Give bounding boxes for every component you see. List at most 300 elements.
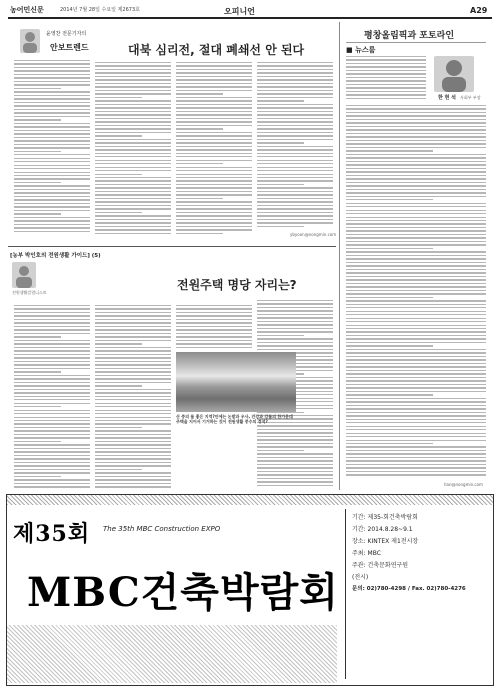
text-line	[95, 104, 171, 105]
text-line	[346, 227, 486, 228]
text-line	[346, 119, 486, 120]
text-line	[95, 315, 171, 316]
text-line	[346, 150, 433, 151]
text-line	[346, 467, 486, 468]
text-line	[346, 223, 486, 224]
text-line	[176, 62, 252, 63]
text-line	[257, 485, 333, 486]
text-line	[14, 70, 90, 71]
ad-edition: 제35회	[13, 521, 91, 547]
text-line	[257, 467, 333, 468]
text-line	[95, 229, 171, 230]
text-line	[14, 361, 90, 362]
text-line	[346, 122, 486, 123]
text-line	[176, 201, 252, 202]
text-line	[176, 118, 252, 119]
text-line	[346, 213, 486, 214]
text-line	[257, 79, 333, 80]
text-line	[346, 300, 486, 301]
text-line	[176, 149, 252, 150]
text-line	[346, 443, 433, 444]
text-line	[14, 161, 90, 162]
text-line	[95, 375, 171, 376]
column-divider	[339, 22, 340, 490]
text-line	[14, 105, 90, 106]
text-line	[346, 453, 486, 454]
text-line	[346, 178, 486, 179]
text-line	[346, 408, 486, 409]
feature-rule	[8, 246, 336, 247]
text-line	[176, 121, 252, 122]
text-line	[14, 199, 90, 200]
text-line	[257, 446, 333, 447]
text-line	[14, 109, 90, 110]
text-line	[346, 433, 486, 434]
text-line	[14, 231, 90, 232]
text-line	[346, 105, 486, 106]
text-line	[95, 308, 171, 309]
text-line	[176, 156, 252, 157]
feature-author-label: 전원생활칼럼니스트	[12, 290, 47, 295]
text-line	[257, 219, 333, 220]
text-line	[346, 115, 486, 116]
text-line	[95, 396, 171, 397]
text-line	[95, 215, 171, 216]
text-line	[14, 74, 90, 75]
text-line	[346, 84, 426, 85]
text-line	[95, 222, 171, 223]
top-article-headline: 대북 심리전, 절대 폐쇄선 안 된다	[128, 43, 305, 57]
text-line	[95, 72, 171, 73]
text-line	[257, 139, 333, 140]
text-line	[176, 72, 252, 73]
feature-photo	[176, 352, 296, 412]
section-label: 오피니언	[224, 7, 255, 16]
columnist-photo	[20, 29, 40, 53]
text-line	[95, 392, 171, 393]
text-line	[257, 328, 333, 329]
text-line	[346, 328, 486, 329]
text-line	[14, 392, 90, 393]
person-icon	[12, 262, 36, 288]
text-line	[346, 66, 426, 67]
text-line	[14, 413, 90, 414]
text-line	[176, 347, 252, 348]
text-line	[95, 326, 171, 327]
text-line	[176, 198, 223, 199]
text-line	[14, 322, 90, 323]
text-line	[95, 97, 142, 98]
text-line	[346, 307, 486, 308]
text-line	[346, 56, 426, 57]
text-line	[257, 187, 333, 188]
text-line	[14, 88, 61, 89]
text-line	[95, 417, 171, 418]
text-line	[257, 184, 304, 185]
text-line	[346, 91, 426, 92]
text-line	[257, 174, 333, 175]
text-line	[346, 293, 486, 294]
text-line	[257, 205, 333, 206]
text-line	[257, 65, 333, 66]
text-line	[95, 153, 171, 154]
text-line	[176, 305, 252, 306]
text-line	[14, 119, 61, 120]
ad-info-line: 기간: 2014.8.28~9.1	[352, 526, 413, 533]
text-line	[95, 205, 171, 206]
text-line	[176, 208, 252, 209]
text-line	[176, 222, 252, 223]
text-line	[14, 220, 90, 221]
text-line	[14, 378, 90, 379]
text-line	[95, 83, 171, 84]
person-icon	[434, 56, 474, 92]
text-line	[95, 343, 142, 344]
text-line	[95, 132, 171, 133]
top-article-col-2	[95, 62, 171, 236]
text-line	[257, 474, 333, 475]
text-line	[257, 342, 333, 343]
text-line	[176, 142, 252, 143]
text-line	[95, 149, 171, 150]
text-line	[95, 472, 171, 473]
text-line	[14, 84, 90, 85]
text-line	[346, 164, 486, 165]
text-line	[346, 220, 486, 221]
text-line	[176, 233, 223, 234]
text-line	[257, 215, 333, 216]
text-line	[14, 192, 90, 193]
text-line	[95, 128, 171, 129]
text-line	[14, 196, 90, 197]
text-line	[95, 212, 142, 213]
text-line	[95, 354, 171, 355]
text-line	[14, 340, 90, 341]
text-line	[95, 479, 171, 480]
text-line	[14, 224, 90, 225]
text-line	[95, 201, 171, 202]
text-line	[14, 185, 90, 186]
columnist-author: 윤영찬 전문기자의	[46, 31, 87, 37]
text-line	[95, 427, 142, 428]
ad-title: MBC건축박람회	[27, 569, 339, 616]
text-line	[257, 135, 333, 136]
text-line	[346, 94, 426, 95]
text-line	[95, 184, 171, 185]
text-line	[95, 378, 171, 379]
text-line	[257, 439, 333, 440]
text-line	[95, 76, 171, 77]
text-line	[346, 412, 486, 413]
text-line	[257, 307, 333, 308]
text-line	[176, 170, 252, 171]
text-line	[14, 315, 90, 316]
text-line	[176, 167, 252, 168]
text-line	[176, 191, 252, 192]
text-line	[14, 102, 90, 103]
text-line	[346, 370, 486, 371]
text-line	[176, 65, 252, 66]
text-line	[346, 59, 426, 60]
text-line	[257, 100, 304, 101]
text-line	[95, 437, 171, 438]
text-line	[14, 81, 90, 82]
text-line	[176, 135, 252, 136]
text-line	[176, 79, 252, 80]
text-line	[257, 167, 333, 168]
text-line	[346, 199, 433, 200]
text-line	[257, 453, 333, 454]
text-line	[257, 90, 333, 91]
text-line	[346, 272, 486, 273]
text-line	[346, 419, 486, 420]
text-line	[14, 130, 90, 131]
text-line	[14, 137, 90, 138]
text-line	[346, 352, 486, 353]
text-line	[95, 135, 142, 136]
text-line	[14, 437, 90, 438]
text-line	[346, 464, 486, 465]
text-line	[346, 436, 486, 437]
text-line	[346, 196, 486, 197]
text-line	[257, 125, 333, 126]
text-line	[257, 212, 333, 213]
text-line	[346, 366, 486, 367]
ad-bottom-pattern	[7, 625, 337, 683]
ad-info-line: 주최: MBC	[352, 550, 381, 557]
text-line	[257, 222, 333, 223]
text-line	[257, 76, 333, 77]
text-line	[14, 144, 90, 145]
text-line	[176, 226, 252, 227]
text-line	[346, 126, 486, 127]
date-line: 2014년 7월 28일 수요일 제2673호	[60, 7, 140, 13]
text-line	[14, 203, 90, 204]
text-line	[176, 107, 252, 108]
text-line	[95, 156, 171, 157]
text-line	[346, 262, 486, 263]
text-line	[346, 147, 486, 148]
text-line	[14, 217, 90, 218]
text-line	[346, 143, 486, 144]
text-line	[346, 345, 433, 346]
text-line	[14, 312, 90, 313]
top-article-col-1	[14, 60, 90, 236]
text-line	[14, 410, 90, 411]
text-line	[95, 62, 171, 63]
text-line	[14, 423, 90, 424]
text-line	[346, 182, 486, 183]
feature-photo-caption: 산 중의 물 좋은 지역?안에는 논밭과 우사, 건강과 강물의 한가운데 주택을 지어서 기거하는 것이 전원생활 풍수의 정석?	[176, 414, 293, 424]
text-line	[14, 172, 90, 173]
text-line	[14, 420, 90, 421]
text-line	[95, 100, 171, 101]
text-line	[346, 265, 486, 266]
text-line	[176, 315, 252, 316]
top-article-byline: ybyoon@nongmin.com	[290, 232, 337, 237]
text-line	[14, 483, 90, 484]
text-line	[14, 455, 90, 456]
text-line	[346, 234, 486, 235]
text-line	[95, 170, 171, 171]
text-line	[346, 314, 486, 315]
text-line	[95, 174, 142, 175]
text-line	[14, 165, 90, 166]
text-line	[95, 90, 171, 91]
text-line	[346, 349, 486, 350]
text-line	[257, 69, 333, 70]
text-line	[95, 385, 142, 386]
text-line	[95, 180, 171, 181]
text-line	[346, 108, 486, 109]
text-line	[346, 269, 486, 270]
right-column-subtitle	[346, 45, 375, 55]
text-line	[14, 396, 90, 397]
text-line	[346, 258, 486, 259]
text-line	[14, 140, 90, 141]
text-line	[257, 349, 333, 350]
text-line	[257, 177, 333, 178]
text-line	[14, 476, 61, 477]
text-line	[346, 248, 433, 249]
top-article-col-4	[257, 62, 333, 232]
masthead-rule	[8, 17, 492, 19]
text-line	[176, 194, 252, 195]
text-line	[346, 136, 486, 137]
text-line	[257, 160, 333, 161]
text-line	[346, 297, 433, 298]
text-line	[95, 198, 171, 199]
text-line	[14, 175, 90, 176]
text-line	[95, 350, 171, 351]
text-line	[346, 171, 486, 172]
text-line	[346, 206, 486, 207]
text-line	[95, 458, 171, 459]
right-column-rule	[346, 42, 486, 43]
text-line	[95, 86, 171, 87]
text-line	[14, 472, 90, 473]
text-line	[176, 340, 252, 341]
text-line	[95, 208, 171, 209]
text-line	[346, 279, 486, 280]
text-line	[14, 308, 90, 309]
text-line	[257, 83, 333, 84]
text-line	[14, 448, 90, 449]
text-line	[95, 194, 171, 195]
text-line	[95, 142, 171, 143]
text-line	[95, 114, 171, 115]
text-line	[95, 483, 171, 484]
right-column-title: 평창올림픽과 포토라인	[364, 31, 455, 41]
text-line	[95, 371, 171, 372]
right-author-name: 한 현 석	[438, 95, 456, 101]
text-line	[95, 441, 171, 442]
text-line	[346, 398, 486, 399]
text-line	[14, 375, 90, 376]
text-line	[257, 331, 333, 332]
text-line	[257, 194, 333, 195]
text-line	[14, 368, 90, 369]
text-line	[257, 153, 333, 154]
text-line	[176, 100, 252, 101]
text-line	[346, 311, 486, 312]
text-line	[14, 347, 90, 348]
subtitle-text: 뉴스룸	[355, 46, 376, 54]
text-line	[346, 422, 486, 423]
text-line	[176, 125, 252, 126]
bullet-icon: ■	[346, 46, 356, 54]
text-line	[346, 154, 486, 155]
text-line	[95, 389, 171, 390]
text-line	[95, 430, 171, 431]
text-line	[95, 107, 171, 108]
text-line	[176, 163, 223, 164]
text-line	[346, 129, 486, 130]
text-line	[95, 160, 171, 161]
text-line	[257, 62, 333, 63]
text-line	[257, 335, 304, 336]
feature-author-photo	[12, 262, 36, 288]
text-line	[95, 187, 171, 188]
text-line	[14, 399, 90, 400]
text-line	[14, 350, 90, 351]
text-line	[95, 413, 171, 414]
text-line	[95, 423, 171, 424]
text-line	[257, 191, 333, 192]
text-line	[95, 399, 171, 400]
text-line	[257, 114, 333, 115]
text-line	[14, 462, 90, 463]
text-line	[257, 303, 333, 304]
text-line	[14, 427, 90, 428]
text-line	[257, 208, 333, 209]
text-line	[346, 241, 486, 242]
text-line	[346, 276, 486, 277]
text-line	[176, 86, 252, 87]
text-line	[95, 177, 171, 178]
text-line	[14, 465, 90, 466]
text-line	[346, 304, 486, 305]
text-line	[346, 391, 486, 392]
text-line	[176, 322, 252, 323]
text-line	[176, 180, 252, 181]
text-line	[257, 146, 333, 147]
text-line	[176, 93, 223, 94]
text-line	[95, 382, 171, 383]
text-line	[257, 429, 333, 430]
text-line	[346, 474, 486, 475]
text-line	[346, 157, 486, 158]
text-line	[176, 333, 252, 334]
text-line	[346, 63, 426, 64]
text-line	[95, 357, 171, 358]
text-line	[346, 363, 486, 364]
text-line	[346, 251, 486, 252]
text-line	[346, 210, 486, 211]
text-line	[95, 69, 171, 70]
text-line	[95, 226, 171, 227]
text-line	[346, 373, 486, 374]
text-line	[14, 126, 90, 127]
text-line	[176, 132, 252, 133]
text-line	[95, 191, 171, 192]
text-line	[14, 451, 90, 452]
ad-info-line: 기간: 제35-회건축박람회	[352, 514, 418, 521]
text-line	[257, 149, 333, 150]
text-line	[14, 371, 61, 372]
text-line	[346, 415, 486, 416]
text-line	[14, 469, 90, 470]
